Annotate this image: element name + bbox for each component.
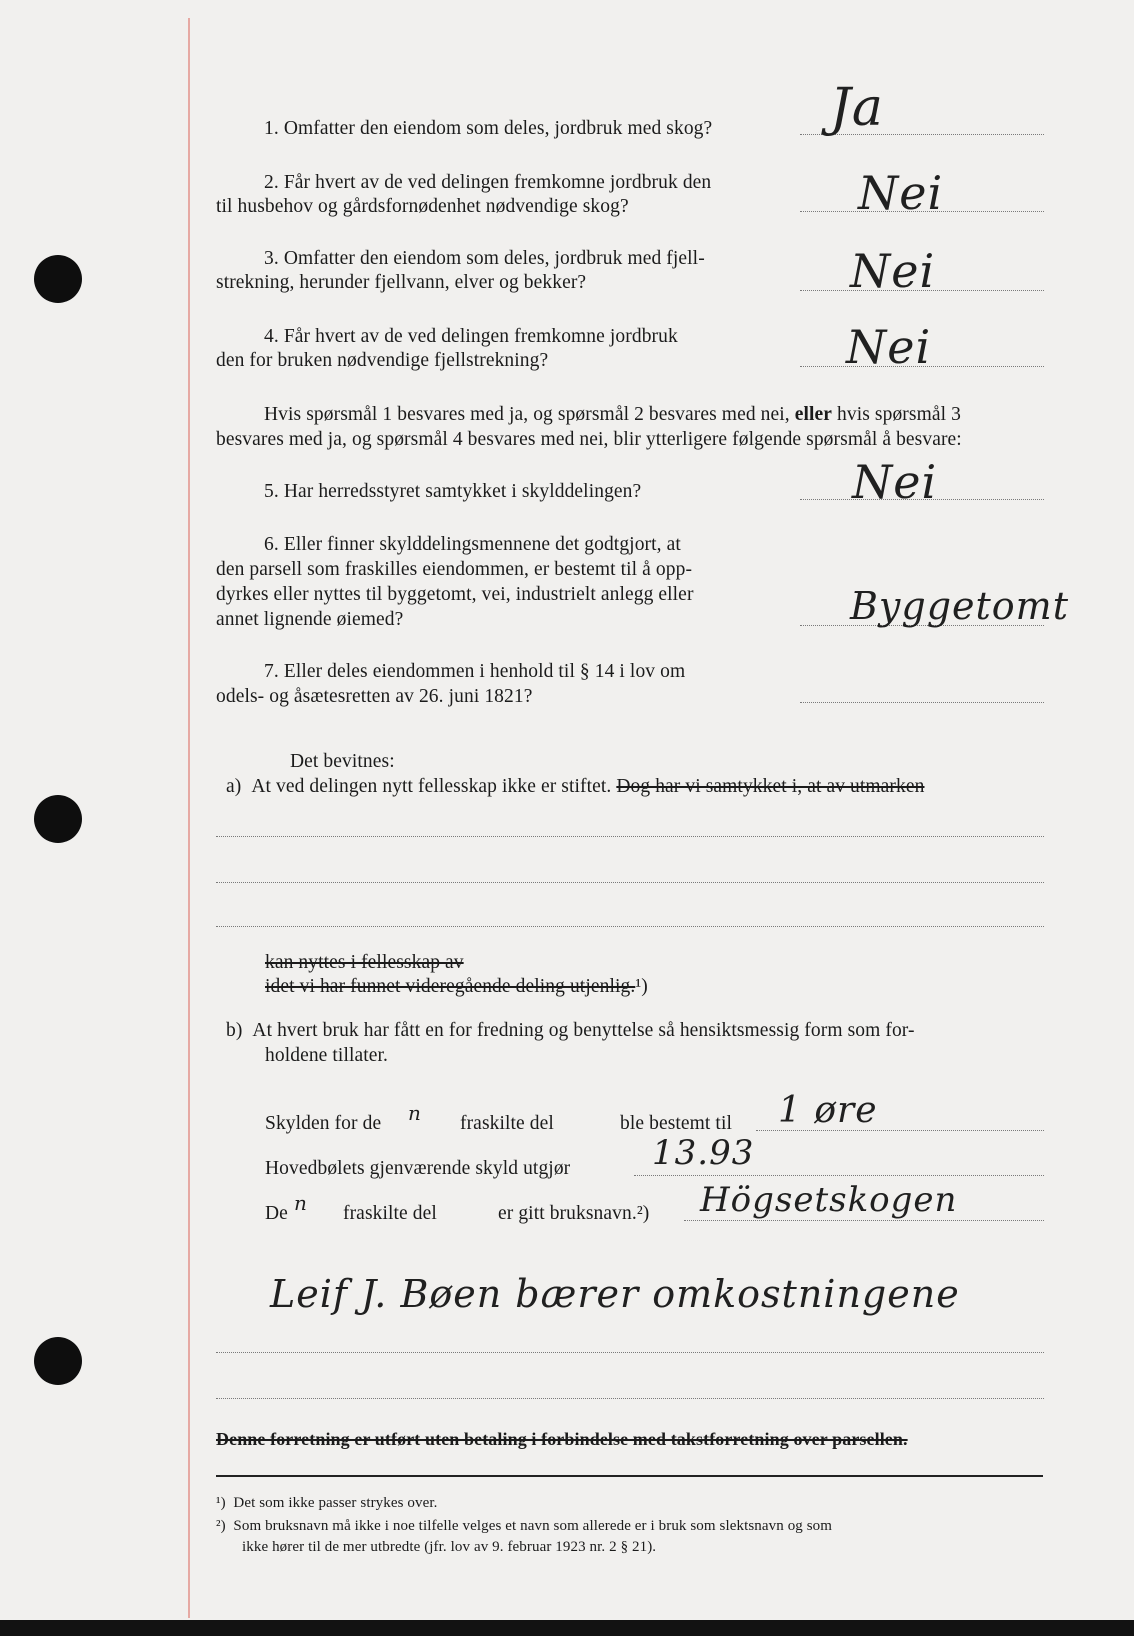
bruksnavn-line	[684, 1220, 1044, 1221]
question-7-line-2: odels- og åsætesretten av 26. juni 1821?	[216, 686, 533, 707]
blank-line-4	[216, 1352, 1044, 1353]
footnote-2-line-1: ²) Som bruksnavn må ikke i noe tilfelle velges et navn som allerede er i bruk som slektsnavn og som	[216, 1518, 833, 1534]
handwritten-note: Leif J. Bøen bærer omkostningene	[270, 1272, 960, 1316]
hoved-line	[634, 1175, 1044, 1176]
certify-a: a) At ved delingen nytt fellesskap ikke er stiftet. Dog har vi samtykket i, at av utmarken	[226, 776, 925, 797]
de-hand-n: n	[294, 1191, 308, 1215]
blank-line-2	[216, 882, 1044, 883]
question-4-line-2: den for bruken nødvendige fjellstrekning?	[216, 350, 549, 371]
question-3-line-2: strekning, herunder fjellvann, elver og bekker?	[216, 272, 587, 293]
footnote-rule	[216, 1475, 1043, 1477]
conditional-line-1: Hvis spørsmål 1 besvares med ja, og spørsmål 2 besvares med nei, eller hvis spørsmål 3	[264, 404, 961, 425]
skyld-value: 1 øre	[778, 1090, 878, 1131]
question-6-line-1: 6. Eller finner skylddelingsmennene det godtgjort, at	[264, 534, 681, 555]
question-4-line-1: 4. Får hvert av de ved delingen fremkomne jordbruk	[264, 326, 678, 347]
punch-hole-bottom	[34, 1337, 82, 1385]
answer-2: Nei	[858, 166, 944, 220]
skyld-c: ble bestemt til	[620, 1113, 732, 1134]
conditional-line-2: besvares med ja, og spørsmål 4 besvares med nei, blir ytterligere følgende spørsmål å besvare:	[216, 429, 962, 450]
punch-hole-middle	[34, 795, 82, 843]
footnote-2-line-2: ikke hører til de mer utbredte (jfr. lov av 9. februar 1923 nr. 2 § 21).	[242, 1539, 657, 1555]
struck-line-2: idet vi har funnet videregående deling utjenlig.¹)	[265, 976, 648, 997]
question-3-line-1: 3. Omfatter den eiendom som deles, jordbruk med fjell-	[264, 248, 705, 269]
de-c: er gitt bruksnavn.²)	[498, 1203, 650, 1224]
answer-6: Byggetomt	[850, 584, 1069, 628]
question-7-line-1: 7. Eller deles eiendommen i henhold til § 14 i lov om	[264, 661, 686, 682]
question-2-line-2: til husbehov og gårdsfornødenhet nødvendige skog?	[216, 196, 629, 217]
answer-3: Nei	[850, 244, 936, 298]
blank-line-1	[216, 836, 1044, 837]
margin-line	[188, 18, 190, 1618]
question-6-line-4: annet lignende øiemed?	[216, 609, 404, 630]
certify-b-line-1: b) At hvert bruk har fått en for fredning og benyttelse så hensiktsmessig form som for-	[226, 1020, 915, 1041]
question-2-line-1: 2. Får hvert av de ved delingen fremkomne jordbruk den	[264, 172, 712, 193]
answer-line-7	[800, 702, 1044, 703]
question-1: 1. Omfatter den eiendom som deles, jordbruk med skog?	[264, 118, 713, 139]
skyld-b: fraskilte del	[460, 1113, 554, 1134]
answer-5: Nei	[852, 455, 938, 509]
de-b: fraskilte del	[343, 1203, 437, 1224]
answer-4: Nei	[846, 320, 932, 374]
footnote-1: ¹) Det som ikke passer strykes over.	[216, 1495, 438, 1511]
bruksnavn-value: Högsetskogen	[700, 1180, 958, 1220]
answer-1: Ja	[830, 78, 884, 138]
de-a: De	[265, 1203, 288, 1224]
blank-line-5	[216, 1398, 1044, 1399]
certify-heading: Det bevitnes:	[290, 751, 395, 772]
struck-line-1: kan nyttes i fellesskap av	[265, 952, 464, 973]
question-6-line-3: dyrkes eller nyttes til byggetomt, vei, industrielt anlegg eller	[216, 584, 694, 605]
blank-line-3	[216, 926, 1044, 927]
struck-footer: Denne forretning er utført uten betaling i forbindelse med takstforretning over parsellen.	[216, 1429, 908, 1449]
hoved-label: Hovedbølets gjenværende skyld utgjør	[265, 1158, 571, 1179]
punch-hole-top	[34, 255, 82, 303]
scan-border	[0, 1620, 1134, 1636]
question-5: 5. Har herredsstyret samtykket i skylddelingen?	[264, 481, 642, 502]
certify-b-line-2: holdene tillater.	[265, 1045, 388, 1066]
question-6-line-2: den parsell som fraskilles eiendommen, er bestemt til å opp-	[216, 559, 693, 580]
skyld-hand-n: n	[408, 1101, 422, 1125]
hoved-value: 13.93	[652, 1133, 755, 1173]
skyld-a: Skylden for de	[265, 1113, 382, 1134]
